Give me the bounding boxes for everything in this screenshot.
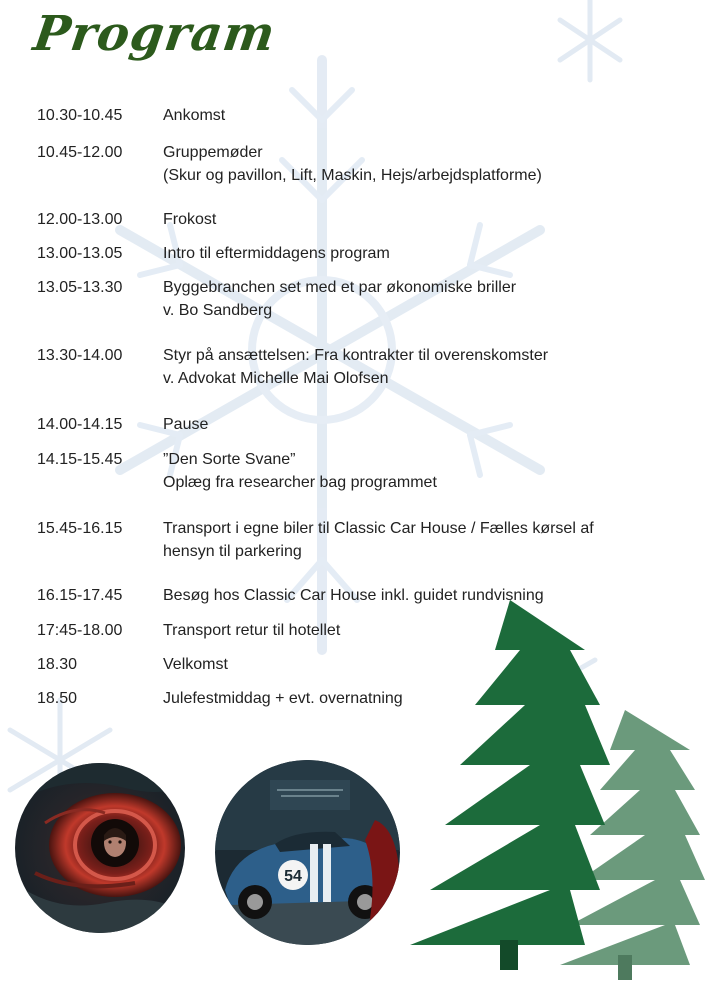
schedule-line: Oplæg fra researcher bag programmet bbox=[163, 474, 437, 491]
schedule-time: 18.50 bbox=[37, 690, 78, 707]
schedule-time: 13.05-13.30 bbox=[37, 279, 123, 296]
schedule-line: Gruppemøder bbox=[163, 144, 263, 161]
schedule-time: 18.30 bbox=[37, 656, 78, 673]
schedule-description bbox=[163, 208, 683, 231]
eye-portrait-photo bbox=[15, 763, 185, 933]
schedule-line: hensyn til parkering bbox=[163, 543, 302, 560]
dark-tree-icon bbox=[410, 600, 610, 970]
schedule-time: 10.30-10.45 bbox=[37, 107, 123, 124]
fir-trees-icon bbox=[400, 600, 712, 980]
schedule-line: Transport retur til hotellet bbox=[163, 622, 341, 639]
schedule-description bbox=[163, 517, 683, 563]
schedule-line: Pause bbox=[163, 416, 209, 433]
schedule-description bbox=[163, 448, 683, 494]
schedule-line: Styr på ansættelsen: Fra kontrakter til overenskomster bbox=[163, 347, 549, 364]
schedule-time: 14.15-15.45 bbox=[37, 451, 123, 468]
schedule-description bbox=[163, 141, 683, 187]
schedule-time: 14.00-14.15 bbox=[37, 416, 123, 433]
schedule-line: v. Advokat Michelle Mai Olofsen bbox=[163, 370, 389, 387]
schedule-time: 13.00-13.05 bbox=[37, 245, 123, 262]
schedule-line: Transport i egne biler til Classic Car House / Fælles kørsel af bbox=[163, 520, 594, 537]
schedule-line: Frokost bbox=[163, 211, 217, 228]
schedule-time: 16.15-17.45 bbox=[37, 587, 123, 604]
schedule-line: Byggebranchen set med et par økonomiske briller bbox=[163, 279, 517, 296]
schedule-line: Ankomst bbox=[163, 107, 226, 124]
car-badge-number: 54 bbox=[284, 868, 302, 885]
schedule-line: Velkomst bbox=[163, 656, 228, 673]
schedule-line: v. Bo Sandberg bbox=[163, 302, 273, 319]
schedule-description bbox=[163, 104, 683, 127]
schedule-time: 10.45-12.00 bbox=[37, 144, 123, 161]
schedule-description bbox=[163, 276, 683, 322]
schedule-time: 12.00-13.00 bbox=[37, 211, 123, 228]
schedule-line: Julefestmiddag + evt. overnatning bbox=[163, 690, 403, 707]
schedule-time: 13.30-14.00 bbox=[37, 347, 123, 364]
schedule-time: 15.45-16.15 bbox=[37, 520, 123, 537]
classic-car-photo bbox=[215, 760, 400, 945]
schedule-line: Besøg hos Classic Car House inkl. guidet rundvisning bbox=[163, 587, 544, 604]
schedule-line: (Skur og pavillon, Lift, Maskin, Hejs/arbejdsplatforme) bbox=[163, 167, 542, 184]
schedule-line: Intro til eftermiddagens program bbox=[163, 245, 390, 262]
schedule-line: ”Den Sorte Svane” bbox=[163, 451, 296, 468]
schedule-description bbox=[163, 344, 683, 390]
schedule-description bbox=[163, 413, 683, 436]
schedule-time: 17:45-18.00 bbox=[37, 622, 123, 639]
schedule-description bbox=[163, 242, 683, 265]
page-title: Program bbox=[30, 6, 280, 62]
